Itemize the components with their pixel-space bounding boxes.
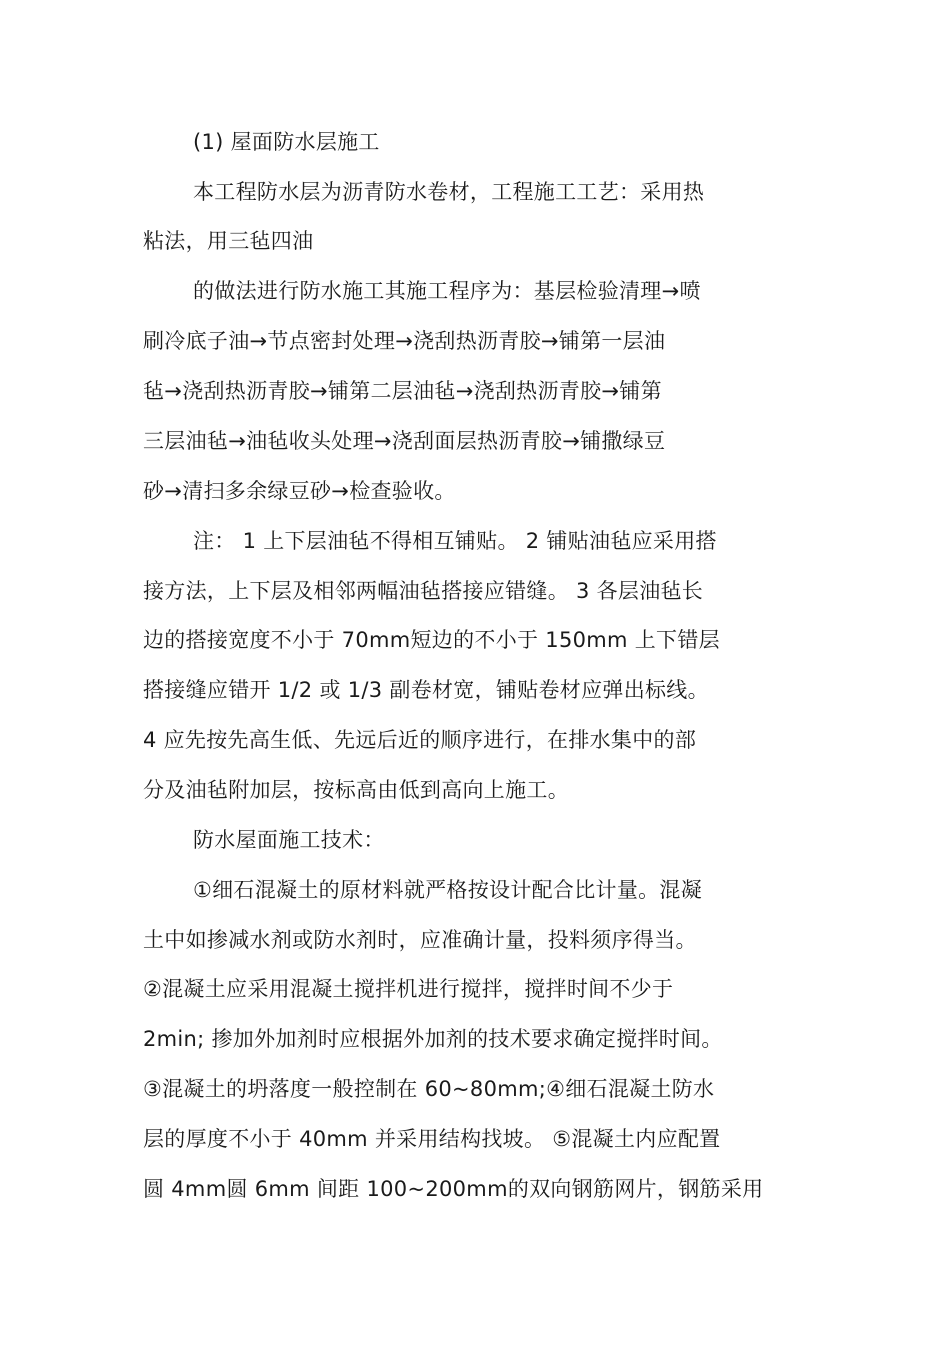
note-line: 搭接缝应错开 1/2 或 1/3 副卷材宽，铺贴卷材应弹出标线。 (143, 678, 709, 702)
paragraph-line: ③混凝土的坍落度一般控制在 60~80mm;④细石混凝土防水 (143, 1077, 715, 1101)
note-line: 接方法，上下层及相邻两幅油毡搭接应错缝。 3 各层油毡长 (143, 579, 704, 603)
note-line: 注： 1 上下层油毡不得相互铺贴。 2 铺贴油毡应采用搭 (193, 529, 717, 553)
paragraph-line: 砂→清扫多余绿豆砂→检查验收。 (143, 479, 456, 503)
paragraph-line: 圆 4mm圆 6mm 间距 100~200mm的双向钢筋网片，钢筋采用 (143, 1177, 764, 1201)
paragraph-line: 粘法，用三毡四油 (143, 229, 314, 253)
note-line: 4 应先按先高生低、先远后近的顺序进行，在排水集中的部 (143, 728, 697, 752)
paragraph-line: 本工程防水层为沥青防水卷材，工程施工工艺：采用热 (193, 180, 705, 204)
subsection-heading: 防水屋面施工技术： (193, 828, 385, 852)
paragraph-line: 刷冷底子油→节点密封处理→浇刮热沥青胶→铺第一层油 (143, 329, 666, 353)
note-line: 边的搭接宽度不小于 70mm短边的不小于 150mm 上下错层 (143, 628, 720, 652)
paragraph-line: 土中如掺减水剂或防水剂时，应准确计量，投料须序得当。 (143, 928, 697, 952)
paragraph-line: 三层油毡→油毡收头处理→浇刮面层热沥青胶→铺撒绿豆 (143, 429, 666, 453)
section-heading: (1) 屋面防水层施工 (193, 130, 380, 154)
paragraph-line: ①细石混凝土的原材料就严格按设计配合比计量。混凝 (193, 878, 703, 902)
note-line: 分及油毡附加层，按标高由低到高向上施工。 (143, 778, 569, 802)
paragraph-line: 2min; 掺加外加剂时应根据外加剂的技术要求确定搅拌时间。 (143, 1027, 723, 1051)
paragraph-line: 毡→浇刮热沥青胶→铺第二层油毡→浇刮热沥青胶→铺第 (143, 379, 662, 403)
paragraph-line: ②混凝土应采用混凝土搅拌机进行搅拌，搅拌时间不少于 (143, 977, 674, 1001)
paragraph-line: 层的厚度不小于 40mm 并采用结构找坡。 ⑤混凝土内应配置 (143, 1127, 721, 1151)
paragraph-line: 的做法进行防水施工其施工程序为：基层检验清理→喷 (193, 279, 701, 303)
